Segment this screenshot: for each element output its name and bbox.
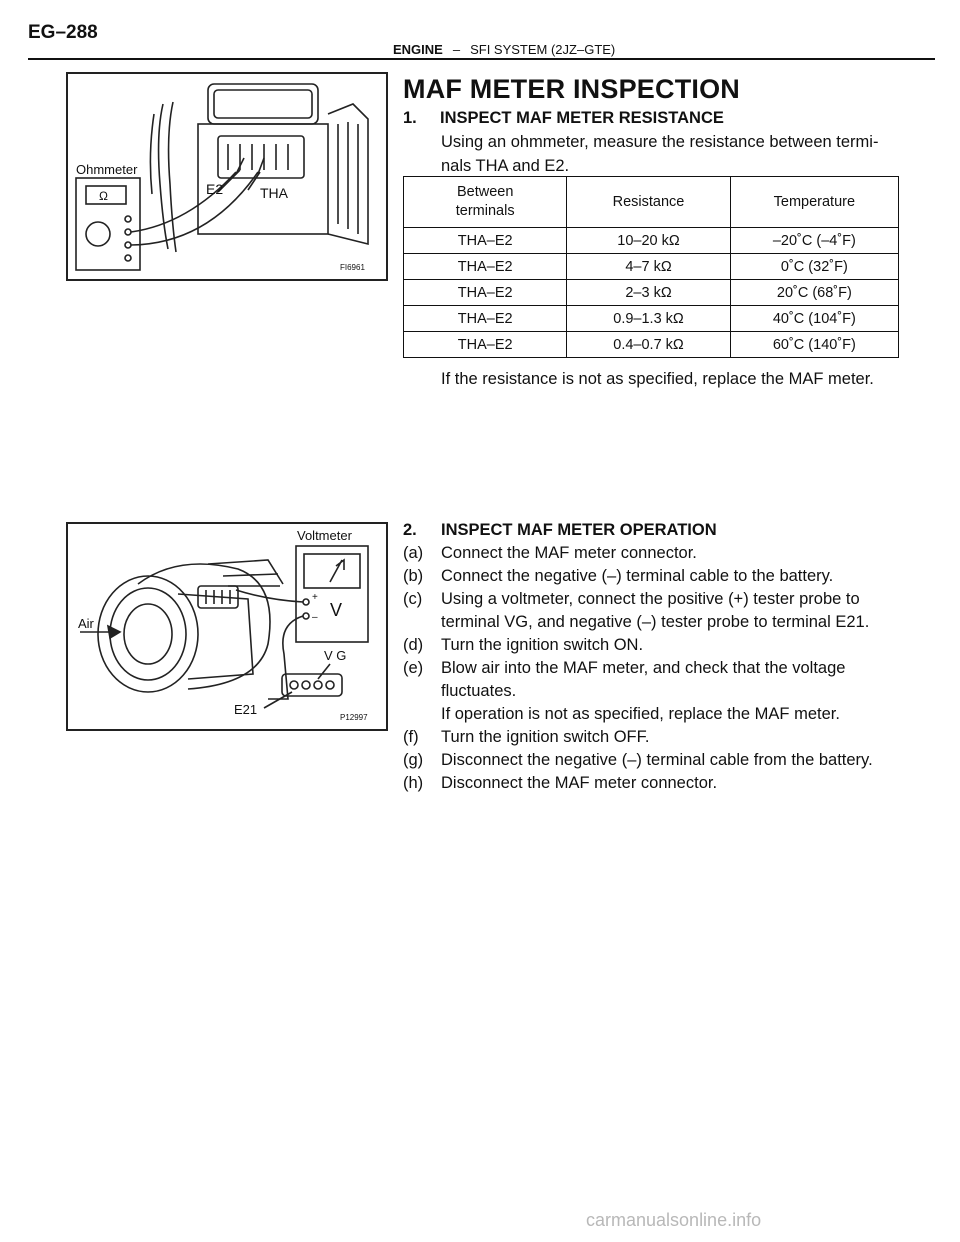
omega-symbol: Ω [99, 189, 108, 203]
table-row [404, 228, 899, 254]
header-separator: – [452, 42, 461, 57]
watermark: carmanualsonline.info [586, 1210, 762, 1230]
tha-terminal-label: THA [260, 185, 288, 201]
item-note: If operation is not as specified, replace the MAF meter. [441, 705, 840, 723]
cell-temperature: 20˚C (68˚F) [730, 280, 898, 306]
air-label: Air [78, 616, 94, 631]
table-row [404, 332, 899, 358]
cell-resistance: 0.9–1.3 kΩ [567, 306, 730, 332]
item-label: (g) [403, 751, 424, 769]
item-label: (a) [403, 544, 424, 562]
list-item [403, 749, 903, 772]
step1-instruction-line2: nals THA and E2. [441, 157, 570, 175]
ohmmeter-illustration [68, 74, 382, 275]
item-label: (f) [403, 728, 419, 746]
table-row [404, 254, 899, 280]
page-title: MAF METER INSPECTION [403, 74, 741, 104]
item-text: Disconnect the negative (–) terminal cable from the battery. [441, 751, 873, 769]
subsection-name: SFI SYSTEM (2JZ–GTE) [470, 42, 616, 57]
ohmmeter-figure [66, 72, 388, 281]
step1-number: 1. [403, 109, 417, 127]
e2-terminal-label: E2 [206, 181, 224, 197]
step2-number: 2. [403, 521, 417, 539]
item-label: (d) [403, 636, 424, 654]
table-row [404, 306, 899, 332]
list-item [403, 634, 903, 657]
step1-note: If the resistance is not as specified, replace the MAF meter. [441, 370, 874, 388]
cell-terminals: THA–E2 [404, 332, 567, 358]
figure-code: FI6961 [340, 263, 365, 272]
header-temperature: Temperature [730, 177, 898, 228]
header-terminals [404, 177, 567, 228]
voltmeter-figure [66, 522, 388, 731]
cell-temperature: 0˚C (32˚F) [730, 254, 898, 280]
table-row [404, 280, 899, 306]
step2-heading [403, 519, 903, 542]
item-text: Connect the negative (–) terminal cable to the battery. [441, 567, 834, 585]
item-label: (c) [403, 590, 423, 608]
header-resistance: Resistance [567, 177, 730, 228]
step1-title: INSPECT MAF METER RESISTANCE [440, 109, 724, 127]
cell-resistance: 0.4–0.7 kΩ [567, 332, 730, 358]
item-text: Blow air into the MAF meter, and check that the voltage [441, 659, 846, 677]
step1-instruction-line1: Using an ohmmeter, measure the resistance between termi- [441, 133, 879, 151]
cell-terminals: THA–E2 [404, 280, 567, 306]
item-label: (b) [403, 567, 424, 585]
figure-code: P12997 [340, 713, 368, 722]
voltmeter-illustration [68, 524, 382, 725]
item-label: (h) [403, 774, 424, 792]
voltmeter-label: Voltmeter [297, 528, 352, 543]
table-header-row [404, 177, 899, 228]
list-item [403, 588, 903, 611]
minus-terminal: – [312, 612, 318, 623]
resistance-table [403, 176, 899, 358]
step2-section [403, 519, 903, 795]
item-text: Using a voltmeter, connect the positive (+) tester probe to [441, 590, 860, 608]
item-text: Connect the MAF meter connector. [441, 544, 697, 562]
item-text: Turn the ignition switch ON. [441, 636, 644, 654]
cell-terminals: THA–E2 [404, 228, 567, 254]
list-item [403, 565, 903, 588]
cell-temperature: 60˚C (140˚F) [730, 332, 898, 358]
step2-title: INSPECT MAF METER OPERATION [441, 521, 717, 539]
item-text: Turn the ignition switch OFF. [441, 728, 650, 746]
cell-resistance: 4–7 kΩ [567, 254, 730, 280]
cell-resistance: 2–3 kΩ [567, 280, 730, 306]
item-text: Disconnect the MAF meter connector. [441, 774, 718, 792]
cell-resistance: 10–20 kΩ [567, 228, 730, 254]
list-item [403, 542, 903, 565]
cell-temperature: 40˚C (104˚F) [730, 306, 898, 332]
list-item [403, 772, 903, 795]
list-item [403, 657, 903, 680]
v-symbol: V [330, 600, 343, 620]
item-continuation: fluctuates. [441, 682, 517, 700]
cell-temperature: –20˚C (–4˚F) [730, 228, 898, 254]
list-item [403, 726, 903, 749]
e21-label: E21 [234, 702, 258, 717]
step1-instruction [441, 130, 901, 178]
section-name: ENGINE [393, 42, 443, 57]
header-rule [28, 58, 935, 60]
ohmmeter-label: Ohmmeter [76, 162, 138, 177]
item-label: (e) [403, 659, 424, 677]
step1-heading [403, 106, 724, 130]
plus-terminal: + [312, 592, 318, 603]
running-head [393, 42, 615, 57]
page-number: EG–288 [28, 22, 98, 43]
cell-terminals: THA–E2 [404, 254, 567, 280]
vg-label: V G [324, 648, 347, 663]
cell-terminals: THA–E2 [404, 306, 567, 332]
item-continuation: terminal VG, and negative (–) tester probe to terminal E21. [441, 613, 870, 631]
header-terminals-text: Between terminals [455, 184, 515, 219]
